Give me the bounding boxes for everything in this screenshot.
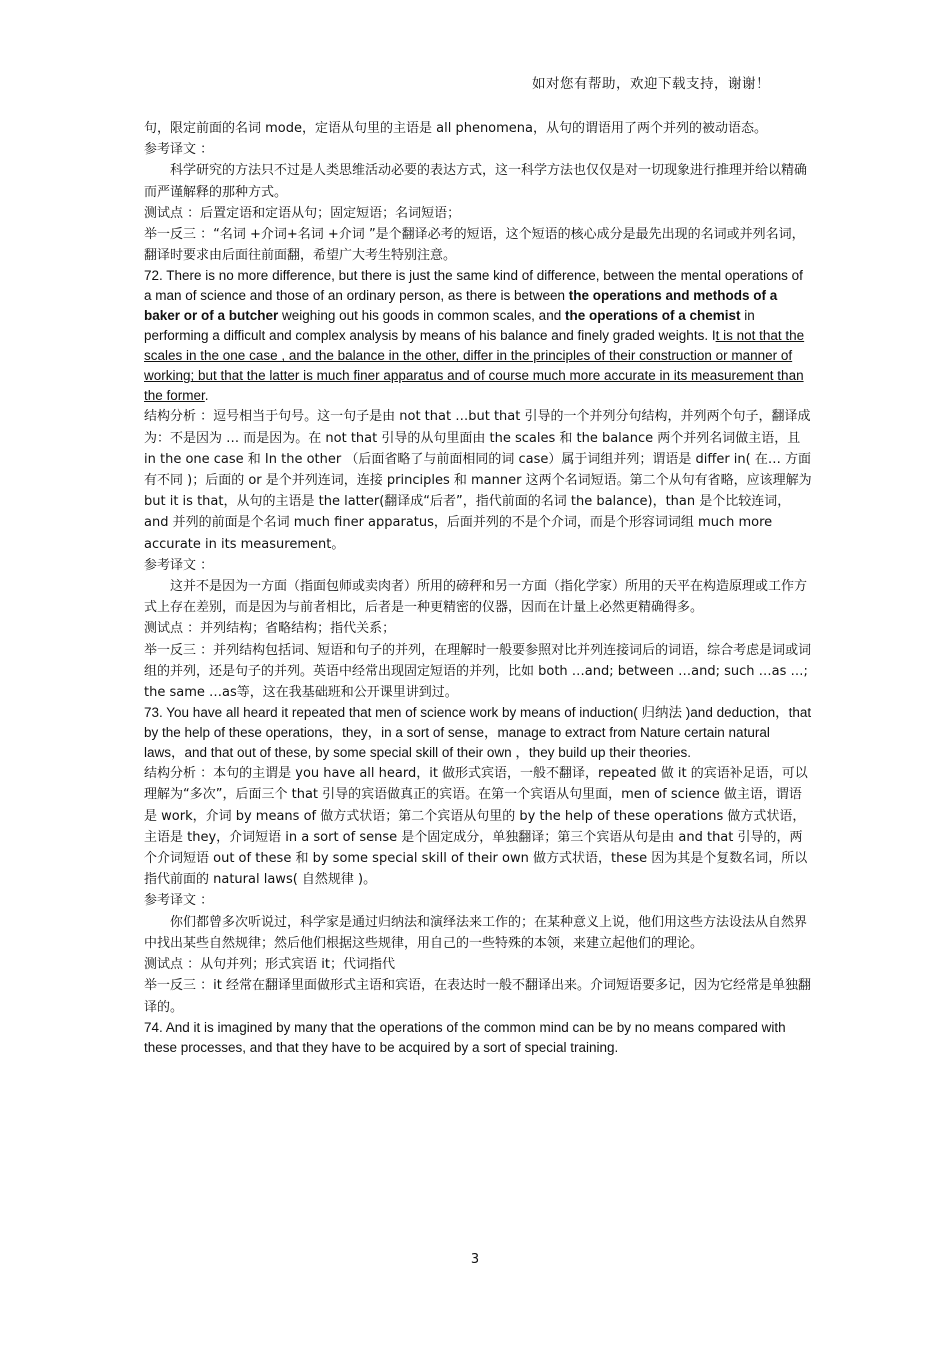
test-points: 测试点 ：并列结构；省略结构；指代关系； bbox=[144, 621, 396, 637]
q72-bold-1: the operations and methods of a baker or of a butcher bbox=[144, 288, 778, 324]
section-label: 参考译文 ： bbox=[144, 557, 214, 573]
q72-text-2: weighing out his goods in common scales, and bbox=[278, 308, 565, 324]
section-label: 参考译文 ： bbox=[144, 893, 214, 909]
translation-paragraph: 科学研究的方法只不过是人类思维活动必要的表达方式，这一科学方法也仅仅是对一切现象进行推理并给以精确而严谨解释的那种方式。 bbox=[144, 163, 808, 200]
extension-note: 举一反三 ：并列结构包括词、短语和句子的并列，在理解时一般要参照对比并列连接词后的词语，综合考虑是词或词组的并列，还是句子的并列。英语中经常出现固定短语的并列，比如 both …and; between …and; such …as …; the same …as等，这在我基础班和公开课里讲到过。 bbox=[144, 642, 812, 701]
q72-bold-2: the operations of a chemist bbox=[564, 308, 741, 324]
header-note: 如对您有帮助，欢迎下载支持，谢谢！ bbox=[532, 76, 770, 92]
question-73: 73. You have all heard it repeated that men of science work by means of induction( 归纳法 )and deduction，that by the help of these operations，they，in a sort of sense，manage to extract from Nature certain natural laws，and that out of these, by some special skill of their own ，they build up their theories. bbox=[144, 705, 812, 761]
q72-underlined: t is not that the scales in the one case , and the balance in the other, differ in the principles of their construction or manner of working; but that the latter is much finer apparatus and of course much more accurate in its measurement than the former bbox=[144, 328, 805, 404]
document-body bbox=[144, 118, 812, 1058]
q72-text-3: in performing a difficult and complex analysis by means of his balance and finely graded weights. I bbox=[144, 308, 755, 344]
structure-analysis: 结构分析 ：逗号相当于句号。这一句子是由 not that …but that 引导的一个并列分句结构，并列两个句子，翻译成为：不是因为 … 而是因为。在 not that 引导的从句里面由 the scales 和 the balance 两个并列名词做主语，且 in the one case 和 In the other （后面省略了与前面相同的词 case）属于词组并列；谓语是 differ in( 在… 方面有不同 )；后面的 or 是个并列连词，连接 principles 和 manner 这两个名词短语。第二个从句有省略，应该理解为 but it is that，从句的主语是 the latter(翻译成“后者”，指代前面的名词 the balance)，than 是个比较连词，and 并列的前面是个名词 much finer apparatus，后面并列的不是个介词，而是个形容词词组 much more accurate in its measurement。 bbox=[144, 409, 812, 552]
q72-text-4: . bbox=[204, 388, 209, 404]
page-number: 3 bbox=[470, 1252, 480, 1267]
extension-note: 举一反三 ：“名词 +介词+名词 +介词 ”是个翻译必考的短语，这个短语的核心成分是最先出现的名词或并列名词，翻译时要求由后面往前面翻，希望广大考生特别注意。 bbox=[144, 227, 805, 264]
structure-analysis: 结构分析 ：本句的主谓是 you have all heard，it 做形式宾语，一般不翻译，repeated 做 it 的宾语补足语，可以理解为“多次”，后面三个 that 引导的宾语做真正的宾语。在第一个宾语从句里面，men of science 做主语，谓语是 work，介词 by means of 做方式状语；第二个宾语从句里的 by the help of these operations 做方式状语，主语是 they，介词短语 in a sort of sense 是个固定成分，单独翻译；第三个宾语从句是由 and that 引导的，两个介词短语 out of these 和 by some special skill of their own 做方式状语，these 因为其是个复数名词，所以指代前面的 natural laws( 自然规律 )。 bbox=[144, 766, 808, 888]
paragraph: 句，限定前面的名词 mode，定语从句里的主语是 all phenomena，从句的谓语用了两个并列的被动语态。 bbox=[144, 121, 768, 136]
translation-paragraph: 这并不是因为一方面（指面包师或卖肉者）所用的磅秤和另一方面（指化学家）所用的天平在构造原理或工作方式上存在差别，而是因为与前者相比，后者是一种更精密的仪器，因而在计量上必然更精确得多。 bbox=[144, 579, 808, 616]
question-74: 74. And it is imagined by many that the operations of the common mind can be by no means compared with these processes, and that they have to be acquired by a sort of special training. bbox=[144, 1019, 786, 1055]
extension-note: 举一反三 ：it 经常在翻译里面做形式主语和宾语，在表达时一般不翻译出来。介词短语要多记，因为它经常是单独翻译的。 bbox=[144, 978, 811, 1015]
test-points: 测试点 ：后置定语和定语从句；固定短语；名词短语； bbox=[144, 205, 461, 221]
section-label: 参考译文 ： bbox=[144, 142, 214, 158]
test-points: 测试点 ：从句并列；形式宾语 it；代词指代 bbox=[144, 957, 395, 973]
q72-text-1: 72. There is no more difference, but there is just the same kind of difference, between the mental operations of a man of science and those of an ordinary person, as there is between bbox=[144, 268, 803, 304]
question-72 bbox=[144, 266, 812, 406]
translation-paragraph: 你们都曾多次听说过，科学家是通过归纳法和演绎法来工作的；在某种意义上说，他们用这些方法设法从自然界中找出某些自然规律；然后他们根据这些规律，用自己的一些特殊的本领，来建立起他们的理论。 bbox=[144, 914, 808, 951]
